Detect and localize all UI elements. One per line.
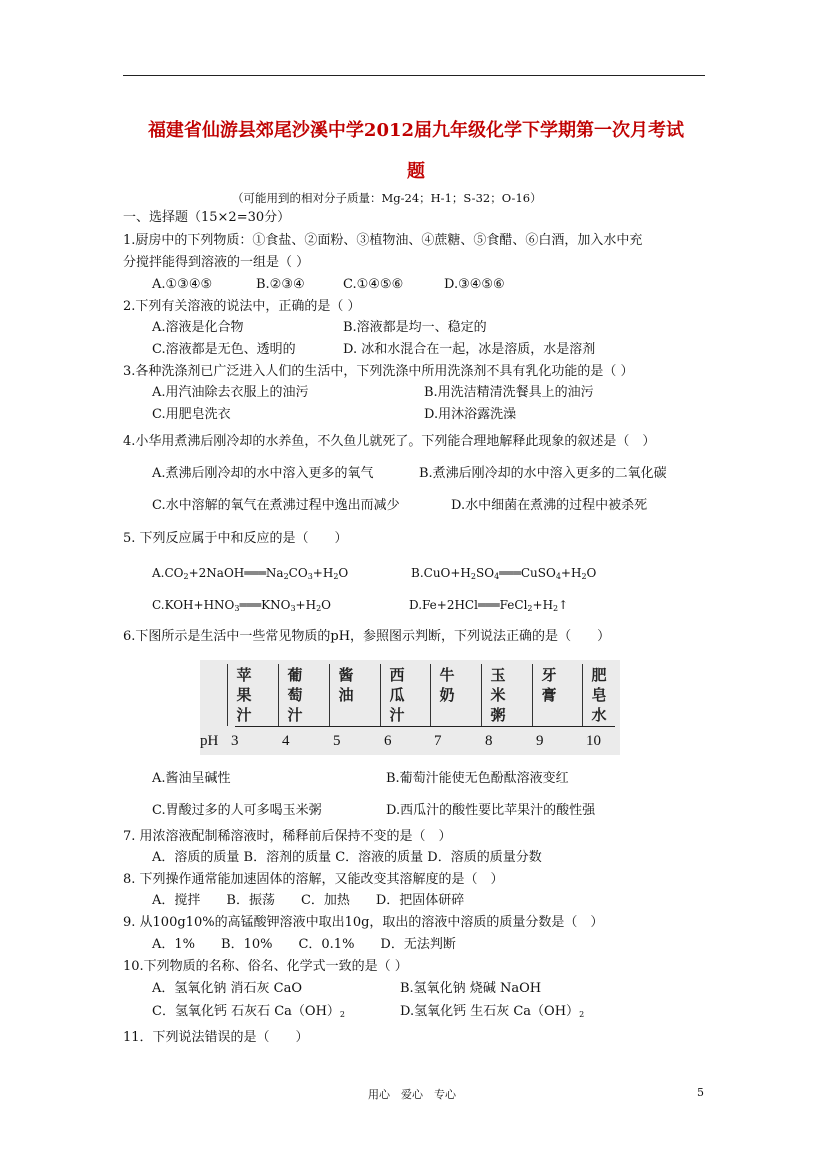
- ph-item-char: 水: [591, 706, 607, 724]
- q8-stem: 8. 下列操作通常能加速固体的溶解，又能改变其溶解度的是（ ）: [123, 872, 504, 887]
- ph-axis-label: pH: [200, 733, 219, 749]
- ph-item-char: 皂: [591, 686, 607, 704]
- ph-value-label: 6: [384, 733, 392, 749]
- ph-item-char: 酱: [338, 666, 354, 684]
- ph-item-char: 玉: [490, 666, 506, 684]
- ph-tick: [532, 664, 533, 726]
- ph-item-label: [336, 665, 356, 725]
- ph-tick: [329, 664, 330, 726]
- ph-item-char: 葡: [287, 666, 303, 684]
- q7-options: A．溶质的质量 B．溶剂的质量 C．溶液的质量 D．溶质的质量分数: [152, 850, 542, 865]
- ph-item-label: [285, 665, 305, 725]
- q2-stem: 2.下列有关溶液的说法中，正确的是（ ）: [123, 299, 361, 314]
- q10-option-b: B.氢氧化钠 烧碱 NaOH: [400, 981, 542, 996]
- ph-item-char: 膏: [541, 686, 557, 704]
- ph-value-label: 5: [333, 733, 341, 749]
- section-heading: 一、选择题（15×2=30分）: [123, 210, 291, 225]
- ph-axis-line: [235, 726, 615, 727]
- q8-options: A．搅拌 B．振荡 C．加热 D．把固体研碎: [152, 893, 465, 908]
- ph-item-label: [437, 665, 457, 725]
- ph-item-char: 米: [490, 686, 506, 704]
- q6-option-a: A.酱油呈碱性: [152, 771, 231, 786]
- ph-tick: [430, 664, 431, 726]
- q4-option-b: B.煮沸后刚冷却的水中溶入更多的二氧化碳: [419, 466, 667, 481]
- ph-item-char: 牙: [541, 666, 557, 684]
- ph-item-char: 瓜: [389, 686, 405, 704]
- footer-motto: 用心 爱心 专心: [368, 1088, 456, 1101]
- q1-option-a: A.①③④⑤: [152, 277, 213, 292]
- q5-option-c: $C.KOH+HNO_3═══KNO_3+H_2O$: [152, 598, 332, 613]
- ph-item-label: [539, 665, 559, 725]
- ph-item-char: 牛: [439, 666, 455, 684]
- ph-value-label: 8: [485, 733, 493, 749]
- q2-option-b: B.溶液都是均一、稳定的: [343, 320, 487, 335]
- ph-item-char: 汁: [287, 706, 303, 724]
- q6-option-c: C.胃酸过多的人可多喝玉米粥: [152, 803, 322, 818]
- ph-item-char: [539, 705, 559, 725]
- q1-stem-line2: 分搅拌能得到溶液的一组是（ ）: [123, 255, 310, 270]
- q6-option-d: D.西瓜汁的酸性要比苹果汁的酸性强: [386, 803, 596, 818]
- q4-option-c: C.水中溶解的氧气在煮沸过程中逸出而减少: [152, 498, 400, 513]
- atomic-masses-note: （可能用到的相对分子质量：Mg-24；H-1；S-32；O-16）: [232, 191, 542, 205]
- q9-stem: 9. 从100g10%的高锰酸钾溶液中取出10g，取出的溶液中溶质的质量分数是（ ）: [123, 915, 604, 930]
- q10-option-d: D.氢氧化钙 生石灰 $Ca(OH)_2$: [400, 1004, 585, 1019]
- q3-option-a: A.用汽油除去衣服上的油污: [152, 385, 309, 400]
- q5-option-a: $A.CO_2+2NaOH═══Na_2CO_3+H_2O$: [152, 566, 349, 581]
- q2-option-d: D. 冰和水混合在一起，冰是溶质，水是溶剂: [343, 342, 596, 357]
- exam-title-line2: 题: [407, 161, 425, 182]
- ph-item-label: [234, 665, 254, 725]
- exam-title-line1: 福建省仙游县郊尾沙溪中学2012届九年级化学下学期第一次月考试: [147, 120, 685, 141]
- q10-stem: 10.下列物质的名称、俗名、化学式一致的是（ ）: [123, 959, 408, 974]
- ph-tick: [582, 664, 583, 726]
- ph-tick: [380, 664, 381, 726]
- ph-tick: [481, 664, 482, 726]
- q9-options: A．1% B．10% C．0.1% D．无法判断: [152, 937, 456, 952]
- ph-value-label: 9: [536, 733, 544, 749]
- ph-tick: [227, 664, 228, 726]
- ph-scale-figure: [200, 660, 620, 755]
- ph-item-char: 苹: [236, 666, 252, 684]
- q4-stem: 4.小华用煮沸后刚冷却的水养鱼，不久鱼儿就死了。下列能合理地解释此现象的叙述是（ ）: [123, 434, 656, 449]
- q1-stem-line1: 1.厨房中的下列物质：①食盐、②面粉、③植物油、④蔗糖、⑤食醋、⑥白酒，加入水中充: [123, 233, 643, 248]
- q5-stem: 5. 下列反应属于中和反应的是（ ）: [123, 531, 348, 546]
- ph-item-char: 萄: [287, 686, 303, 704]
- ph-item-label: [387, 665, 407, 725]
- q3-stem: 3.各种洗涤剂已广泛进入人们的生活中，下列洗涤中所用洗涤剂不具有乳化功能的是（ ）: [123, 364, 634, 379]
- q4-option-d: D.水中细菌在煮沸的过程中被杀死: [451, 498, 648, 513]
- ph-item-label: [488, 665, 508, 725]
- ph-item-char: 西: [389, 666, 405, 684]
- ph-value-label: 10: [586, 733, 601, 749]
- q6-stem: 6.下图所示是生活中一些常见物质的pH，参照图示判断，下列说法正确的是（ ）: [123, 629, 611, 644]
- ph-item-label: [589, 665, 609, 725]
- ph-item-char: 汁: [389, 706, 405, 724]
- q2-option-a: A.溶液是化合物: [152, 320, 244, 335]
- ph-value-label: 3: [231, 733, 239, 749]
- ph-item-char: 油: [338, 686, 354, 704]
- q4-option-a: A.煮沸后刚冷却的水中溶入更多的氧气: [152, 466, 374, 481]
- q11-stem: 11．下列说法错误的是（ ）: [123, 1030, 309, 1045]
- ph-item-char: 肥: [591, 666, 607, 684]
- q5-option-b: $B.CuO+H_2SO_4═══CuSO_4+H_2O$: [411, 566, 597, 581]
- ph-item-char: 果: [236, 686, 252, 704]
- q3-option-c: C.用肥皂洗衣: [152, 407, 231, 422]
- q1-option-b: B.②③④: [256, 277, 305, 292]
- ph-item-char: 汁: [236, 706, 252, 724]
- q6-option-b: B.葡萄汁能使无色酚酞溶液变红: [386, 771, 569, 786]
- q1-option-c: C.①④⑤⑥: [343, 277, 404, 292]
- ph-item-char: [336, 705, 356, 725]
- q3-option-d: D.用沐浴露洗澡: [424, 407, 517, 422]
- q3-option-b: B.用洗洁精清洗餐具上的油污: [424, 385, 594, 400]
- ph-value-label: 7: [434, 733, 442, 749]
- ph-item-char: 奶: [439, 686, 455, 704]
- q1-option-d: D.③④⑤⑥: [444, 277, 505, 292]
- q10-option-c: C．氢氧化钙 石灰石 $Ca(OH)_2$: [152, 1004, 345, 1019]
- q5-option-d: $D.Fe+2HCl═══FeCl_2+H_2↑$: [409, 598, 569, 613]
- page-number: 5: [697, 1086, 704, 1099]
- ph-item-char: 粥: [490, 706, 506, 724]
- header-rule: [123, 75, 705, 76]
- q10-option-a: A．氢氧化钠 消石灰 CaO: [152, 981, 303, 996]
- ph-item-char: [437, 705, 457, 725]
- q7-stem: 7. 用浓溶液配制稀溶液时，稀释前后保持不变的是（ ）: [123, 829, 452, 844]
- ph-tick: [278, 664, 279, 726]
- ph-value-label: 4: [282, 733, 290, 749]
- q2-option-c: C.溶液都是无色、透明的: [152, 342, 296, 357]
